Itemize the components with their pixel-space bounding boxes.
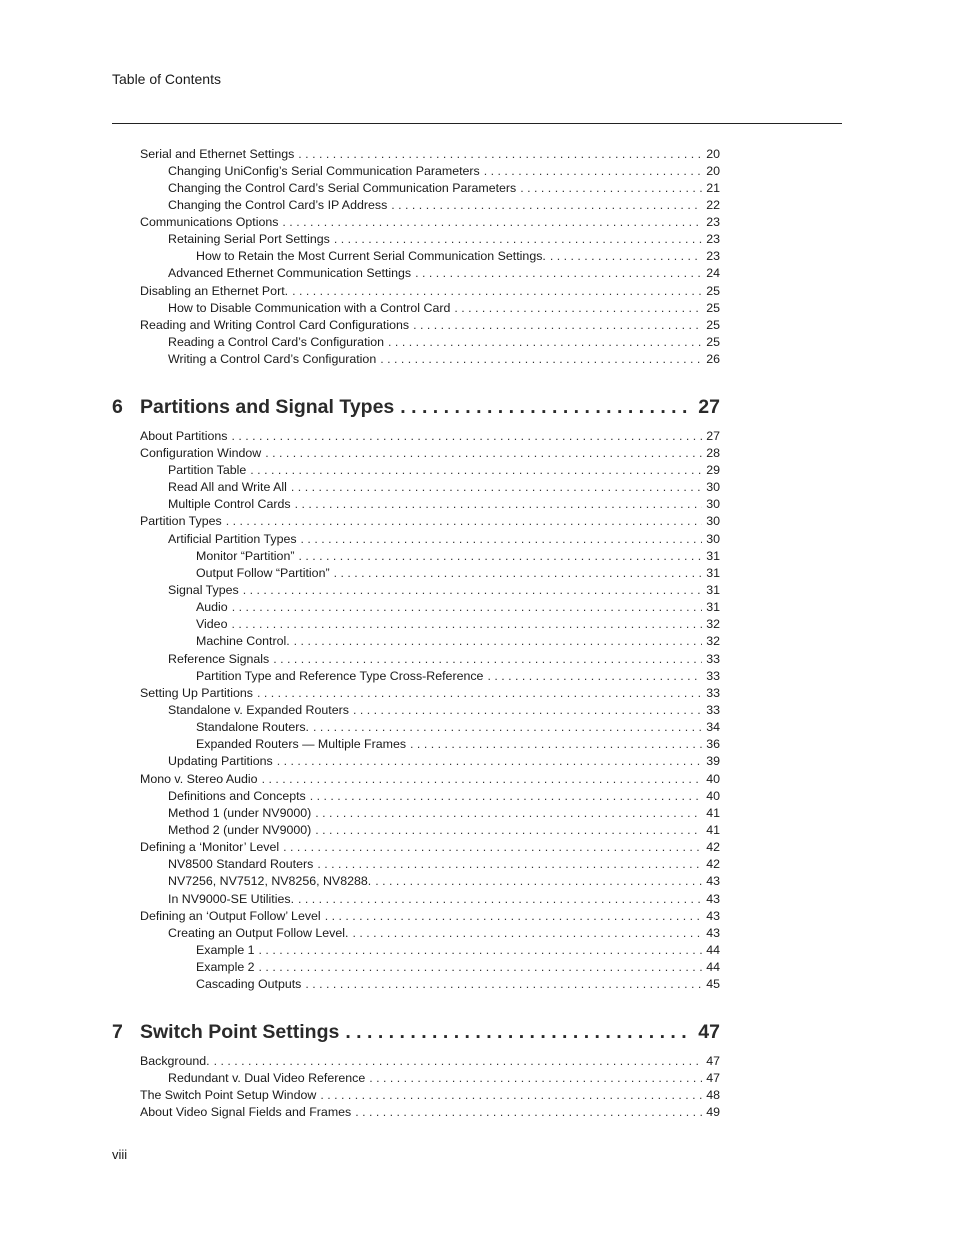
toc-entry-page-number: 31 bbox=[706, 600, 720, 614]
dot-leader bbox=[391, 197, 702, 214]
toc-entry-page-number: 31 bbox=[706, 583, 720, 597]
toc-entry[interactable] bbox=[140, 771, 720, 788]
toc-entry-page-number: 21 bbox=[706, 181, 720, 195]
toc-entry-title: Artificial Partition Types bbox=[168, 532, 297, 546]
chapter-page-number: 47 bbox=[698, 1021, 720, 1043]
toc-entry[interactable] bbox=[140, 146, 720, 163]
toc-entry[interactable] bbox=[196, 976, 720, 993]
toc-entry-page-number: 44 bbox=[706, 960, 720, 974]
dot-leader bbox=[313, 719, 702, 736]
toc-entry-page-number: 25 bbox=[706, 301, 720, 315]
toc-entry[interactable] bbox=[168, 1070, 720, 1087]
toc-entry-page-number: 43 bbox=[706, 926, 720, 940]
toc-entry[interactable] bbox=[196, 548, 720, 565]
dot-leader bbox=[413, 317, 702, 334]
dot-leader bbox=[282, 214, 702, 231]
toc-entry[interactable] bbox=[168, 231, 720, 248]
toc-entry[interactable] bbox=[168, 496, 720, 513]
toc-entry[interactable] bbox=[168, 265, 720, 282]
dot-leader bbox=[231, 428, 702, 445]
dot-leader bbox=[375, 873, 702, 890]
toc-entry[interactable] bbox=[196, 248, 720, 265]
toc-entry-title: About Partitions bbox=[140, 429, 228, 443]
dot-leader bbox=[298, 891, 702, 908]
toc-entry-page-number: 42 bbox=[706, 840, 720, 854]
toc-entry-title: In NV9000-SE Utilities. bbox=[168, 892, 295, 906]
dot-leader bbox=[294, 633, 703, 650]
toc-entry-title: Partition Types bbox=[140, 514, 222, 528]
toc-entry[interactable] bbox=[168, 531, 720, 548]
toc-entry[interactable] bbox=[168, 582, 720, 599]
toc-entry-title: Redundant v. Dual Video Reference bbox=[168, 1071, 366, 1085]
toc-entry-page-number: 32 bbox=[706, 634, 720, 648]
toc-entry-page-number: 29 bbox=[706, 463, 720, 477]
dot-leader bbox=[259, 942, 703, 959]
toc-entry[interactable] bbox=[196, 942, 720, 959]
toc-entry[interactable] bbox=[168, 163, 720, 180]
chapter-heading[interactable] bbox=[112, 1021, 720, 1047]
toc-entry-title: Machine Control. bbox=[196, 634, 290, 648]
chapter-page-number: 27 bbox=[698, 396, 720, 418]
toc-entry-page-number: 30 bbox=[706, 514, 720, 528]
toc-entry-title: Cascading Outputs bbox=[196, 977, 302, 991]
dot-leader bbox=[257, 685, 702, 702]
toc-entry[interactable] bbox=[168, 925, 720, 942]
toc-entry-title: Standalone Routers. bbox=[196, 720, 309, 734]
toc-entry-title: Reading a Control Card’s Configuration bbox=[168, 335, 385, 349]
dot-leader bbox=[353, 702, 702, 719]
toc-entry-title: Changing UniConfig’s Serial Communication Parameters bbox=[168, 164, 480, 178]
toc-entry-page-number: 41 bbox=[706, 823, 720, 837]
toc-entry-title: Retaining Serial Port Settings bbox=[168, 232, 330, 246]
toc-entry-title: Reading and Writing Control Card Configurations bbox=[140, 318, 410, 332]
dot-leader bbox=[310, 788, 702, 805]
toc-entry-page-number: 27 bbox=[706, 429, 720, 443]
dot-leader bbox=[298, 146, 702, 163]
toc-entry[interactable] bbox=[168, 856, 720, 873]
toc-entry-page-number: 43 bbox=[706, 892, 720, 906]
toc-entry-page-number: 33 bbox=[706, 652, 720, 666]
toc-entry-title: Method 2 (under NV9000) bbox=[168, 823, 312, 837]
dot-leader bbox=[259, 959, 703, 976]
toc-entry-page-number: 28 bbox=[706, 446, 720, 460]
chapter-number: 7 bbox=[112, 1021, 123, 1043]
toc-entry[interactable] bbox=[140, 317, 720, 334]
toc-entry-title: Communications Options bbox=[140, 215, 279, 229]
toc-entry-page-number: 33 bbox=[706, 669, 720, 683]
dot-leader bbox=[273, 651, 702, 668]
dot-leader bbox=[265, 445, 702, 462]
toc-entry[interactable] bbox=[196, 633, 720, 650]
dot-leader bbox=[250, 462, 702, 479]
dot-leader bbox=[550, 248, 702, 265]
toc-entry-page-number: 26 bbox=[706, 352, 720, 366]
toc-entry[interactable] bbox=[196, 736, 720, 753]
toc-entry[interactable] bbox=[168, 788, 720, 805]
toc-entry-page-number: 23 bbox=[706, 232, 720, 246]
toc-entry-title: Partition Type and Reference Type Cross-Reference bbox=[196, 669, 484, 683]
toc-entry-page-number: 25 bbox=[706, 335, 720, 349]
dot-leader bbox=[232, 599, 703, 616]
header-rule bbox=[112, 123, 842, 124]
toc-entry[interactable] bbox=[140, 1104, 720, 1121]
toc-entry-title: Method 1 (under NV9000) bbox=[168, 806, 312, 820]
dot-leader bbox=[520, 180, 702, 197]
toc-entry-page-number: 48 bbox=[706, 1088, 720, 1102]
toc-entry-title: Defining an ‘Output Follow’ Level bbox=[140, 909, 321, 923]
running-header: Table of Contents bbox=[112, 71, 221, 87]
dot-leader bbox=[298, 548, 702, 565]
dot-leader bbox=[295, 496, 703, 513]
toc-entry-title: Updating Partitions bbox=[168, 754, 273, 768]
dot-leader bbox=[277, 753, 703, 770]
toc-entry[interactable] bbox=[196, 719, 720, 736]
toc-entry-page-number: 30 bbox=[706, 480, 720, 494]
toc-entry-page-number: 45 bbox=[706, 977, 720, 991]
toc-entry[interactable] bbox=[168, 873, 720, 890]
toc-entry-title: Changing the Control Card’s IP Address bbox=[168, 198, 388, 212]
toc-entry-title: Audio bbox=[196, 600, 228, 614]
toc-entry-page-number: 40 bbox=[706, 772, 720, 786]
toc-entry[interactable] bbox=[140, 1087, 720, 1104]
toc-entry-page-number: 34 bbox=[706, 720, 720, 734]
dot-leader bbox=[410, 736, 702, 753]
toc-entry-title: How to Retain the Most Current Serial Communication Settings. bbox=[196, 249, 546, 263]
toc-entry-page-number: 30 bbox=[706, 497, 720, 511]
toc-entry-title: Serial and Ethernet Settings bbox=[140, 147, 295, 161]
toc-entry[interactable] bbox=[140, 1053, 720, 1070]
dot-leader bbox=[415, 265, 702, 282]
toc-entry-page-number: 47 bbox=[706, 1071, 720, 1085]
dot-leader bbox=[320, 1087, 702, 1104]
toc-entry-title: Advanced Ethernet Communication Settings bbox=[168, 266, 412, 280]
toc-entry-title: Definitions and Concepts bbox=[168, 789, 306, 803]
toc-entry[interactable] bbox=[168, 334, 720, 351]
toc-entry-title: Defining a ‘Monitor’ Level bbox=[140, 840, 280, 854]
toc-entry-page-number: 23 bbox=[706, 249, 720, 263]
dot-leader bbox=[334, 231, 702, 248]
toc-entry[interactable] bbox=[168, 822, 720, 839]
dot-leader bbox=[315, 805, 702, 822]
toc-entry-title: Multiple Control Cards bbox=[168, 497, 291, 511]
toc-entry-title: Background. bbox=[140, 1054, 210, 1068]
toc-entry-page-number: 47 bbox=[706, 1054, 720, 1068]
toc-entry-title: Writing a Control Card’s Configuration bbox=[168, 352, 377, 366]
toc-entry-title: Configuration Window bbox=[140, 446, 262, 460]
toc-entry-page-number: 31 bbox=[706, 566, 720, 580]
toc-entry[interactable] bbox=[168, 651, 720, 668]
chapter-number: 6 bbox=[112, 396, 123, 418]
dot-leader bbox=[400, 396, 692, 419]
toc-entry[interactable] bbox=[140, 685, 720, 702]
toc-entry[interactable] bbox=[168, 891, 720, 908]
toc-entry-title: Reference Signals bbox=[168, 652, 270, 666]
toc-entry-title: Expanded Routers — Multiple Frames bbox=[196, 737, 407, 751]
toc-entry[interactable] bbox=[196, 616, 720, 633]
toc-entry[interactable] bbox=[168, 351, 720, 368]
toc-entry[interactable] bbox=[140, 839, 720, 856]
toc-entry[interactable] bbox=[168, 805, 720, 822]
toc-entry-title: Monitor “Partition” bbox=[196, 549, 295, 563]
toc-entry-title: Example 2 bbox=[196, 960, 255, 974]
toc-entry-page-number: 42 bbox=[706, 857, 720, 871]
toc-entry-title: Setting Up Partitions bbox=[140, 686, 253, 700]
dot-leader bbox=[484, 163, 702, 180]
toc-entry-title: Mono v. Stereo Audio bbox=[140, 772, 258, 786]
toc-entry-page-number: 25 bbox=[706, 318, 720, 332]
dot-leader bbox=[345, 1021, 692, 1044]
toc-entry[interactable] bbox=[196, 565, 720, 582]
dot-leader bbox=[301, 531, 703, 548]
dot-leader bbox=[355, 1104, 702, 1121]
toc-entry[interactable] bbox=[196, 599, 720, 616]
toc-entry-page-number: 30 bbox=[706, 532, 720, 546]
dot-leader bbox=[315, 822, 702, 839]
dot-leader bbox=[369, 1070, 702, 1087]
chapter-heading[interactable] bbox=[112, 396, 720, 422]
dot-leader bbox=[388, 334, 702, 351]
toc-entry-title: Signal Types bbox=[168, 583, 239, 597]
toc-entry-title: How to Disable Communication with a Control Card bbox=[168, 301, 451, 315]
toc-entry-page-number: 31 bbox=[706, 549, 720, 563]
toc-entry-page-number: 43 bbox=[706, 874, 720, 888]
dot-leader bbox=[325, 908, 703, 925]
page-number: viii bbox=[112, 1147, 128, 1162]
toc-entry-title: Example 1 bbox=[196, 943, 255, 957]
toc-entry-page-number: 44 bbox=[706, 943, 720, 957]
toc-entry-page-number: 49 bbox=[706, 1105, 720, 1119]
dot-leader bbox=[214, 1053, 703, 1070]
toc-entry-page-number: 40 bbox=[706, 789, 720, 803]
toc-entry[interactable] bbox=[168, 479, 720, 496]
toc-entry[interactable] bbox=[196, 668, 720, 685]
toc-entry[interactable] bbox=[140, 428, 720, 445]
toc-entry-title: NV7256, NV7512, NV8256, NV8288. bbox=[168, 874, 372, 888]
toc-entry-page-number: 43 bbox=[706, 909, 720, 923]
dot-leader bbox=[262, 771, 703, 788]
toc-entry-page-number: 20 bbox=[706, 164, 720, 178]
dot-leader bbox=[352, 925, 702, 942]
dot-leader bbox=[305, 976, 702, 993]
dot-leader bbox=[292, 283, 702, 300]
toc-entry-title: Video bbox=[196, 617, 228, 631]
toc-entry-page-number: 20 bbox=[706, 147, 720, 161]
toc-entry-page-number: 25 bbox=[706, 284, 720, 298]
toc-entry-page-number: 36 bbox=[706, 737, 720, 751]
dot-leader bbox=[283, 839, 702, 856]
toc-entry[interactable] bbox=[168, 197, 720, 214]
dot-leader bbox=[334, 565, 703, 582]
toc-entry-page-number: 32 bbox=[706, 617, 720, 631]
toc-entry-page-number: 33 bbox=[706, 686, 720, 700]
dot-leader bbox=[291, 479, 702, 496]
toc-entry-title: Partition Table bbox=[168, 463, 247, 477]
dot-leader bbox=[243, 582, 702, 599]
dot-leader bbox=[454, 300, 702, 317]
toc-entry-page-number: 22 bbox=[706, 198, 720, 212]
toc-entry[interactable] bbox=[140, 908, 720, 925]
toc-entry[interactable] bbox=[168, 300, 720, 317]
toc-entry-page-number: 24 bbox=[706, 266, 720, 280]
toc-entry[interactable] bbox=[168, 702, 720, 719]
dot-leader bbox=[317, 856, 702, 873]
toc-entry[interactable] bbox=[140, 513, 720, 530]
toc-entry[interactable] bbox=[168, 180, 720, 197]
toc-entry[interactable] bbox=[168, 753, 720, 770]
toc-entry-page-number: 33 bbox=[706, 703, 720, 717]
toc-entry[interactable] bbox=[140, 445, 720, 462]
toc-entry-title: Read All and Write All bbox=[168, 480, 287, 494]
chapter-title: Switch Point Settings bbox=[140, 1021, 340, 1043]
toc-entry[interactable] bbox=[168, 462, 720, 479]
toc-entry-title: Creating an Output Follow Level. bbox=[168, 926, 349, 940]
toc-entry-title: NV8500 Standard Routers bbox=[168, 857, 314, 871]
dot-leader bbox=[487, 668, 702, 685]
dot-leader bbox=[380, 351, 702, 368]
toc-entry-page-number: 41 bbox=[706, 806, 720, 820]
toc-entry-page-number: 23 bbox=[706, 215, 720, 229]
toc-entry-title: Standalone v. Expanded Routers bbox=[168, 703, 349, 717]
dot-leader bbox=[231, 616, 702, 633]
toc-entry[interactable] bbox=[196, 959, 720, 976]
toc-entry-title: Disabling an Ethernet Port. bbox=[140, 284, 289, 298]
toc-entry-title: Changing the Control Card’s Serial Communication Parameters bbox=[168, 181, 517, 195]
chapter-title: Partitions and Signal Types bbox=[140, 396, 395, 418]
toc-entry-page-number: 39 bbox=[706, 754, 720, 768]
toc-entry[interactable] bbox=[140, 283, 720, 300]
toc-entry-title: The Switch Point Setup Window bbox=[140, 1088, 317, 1102]
toc-entry[interactable] bbox=[140, 214, 720, 231]
toc-entry-title: Output Follow “Partition” bbox=[196, 566, 330, 580]
toc-entry-title: About Video Signal Fields and Frames bbox=[140, 1105, 352, 1119]
dot-leader bbox=[226, 513, 702, 530]
